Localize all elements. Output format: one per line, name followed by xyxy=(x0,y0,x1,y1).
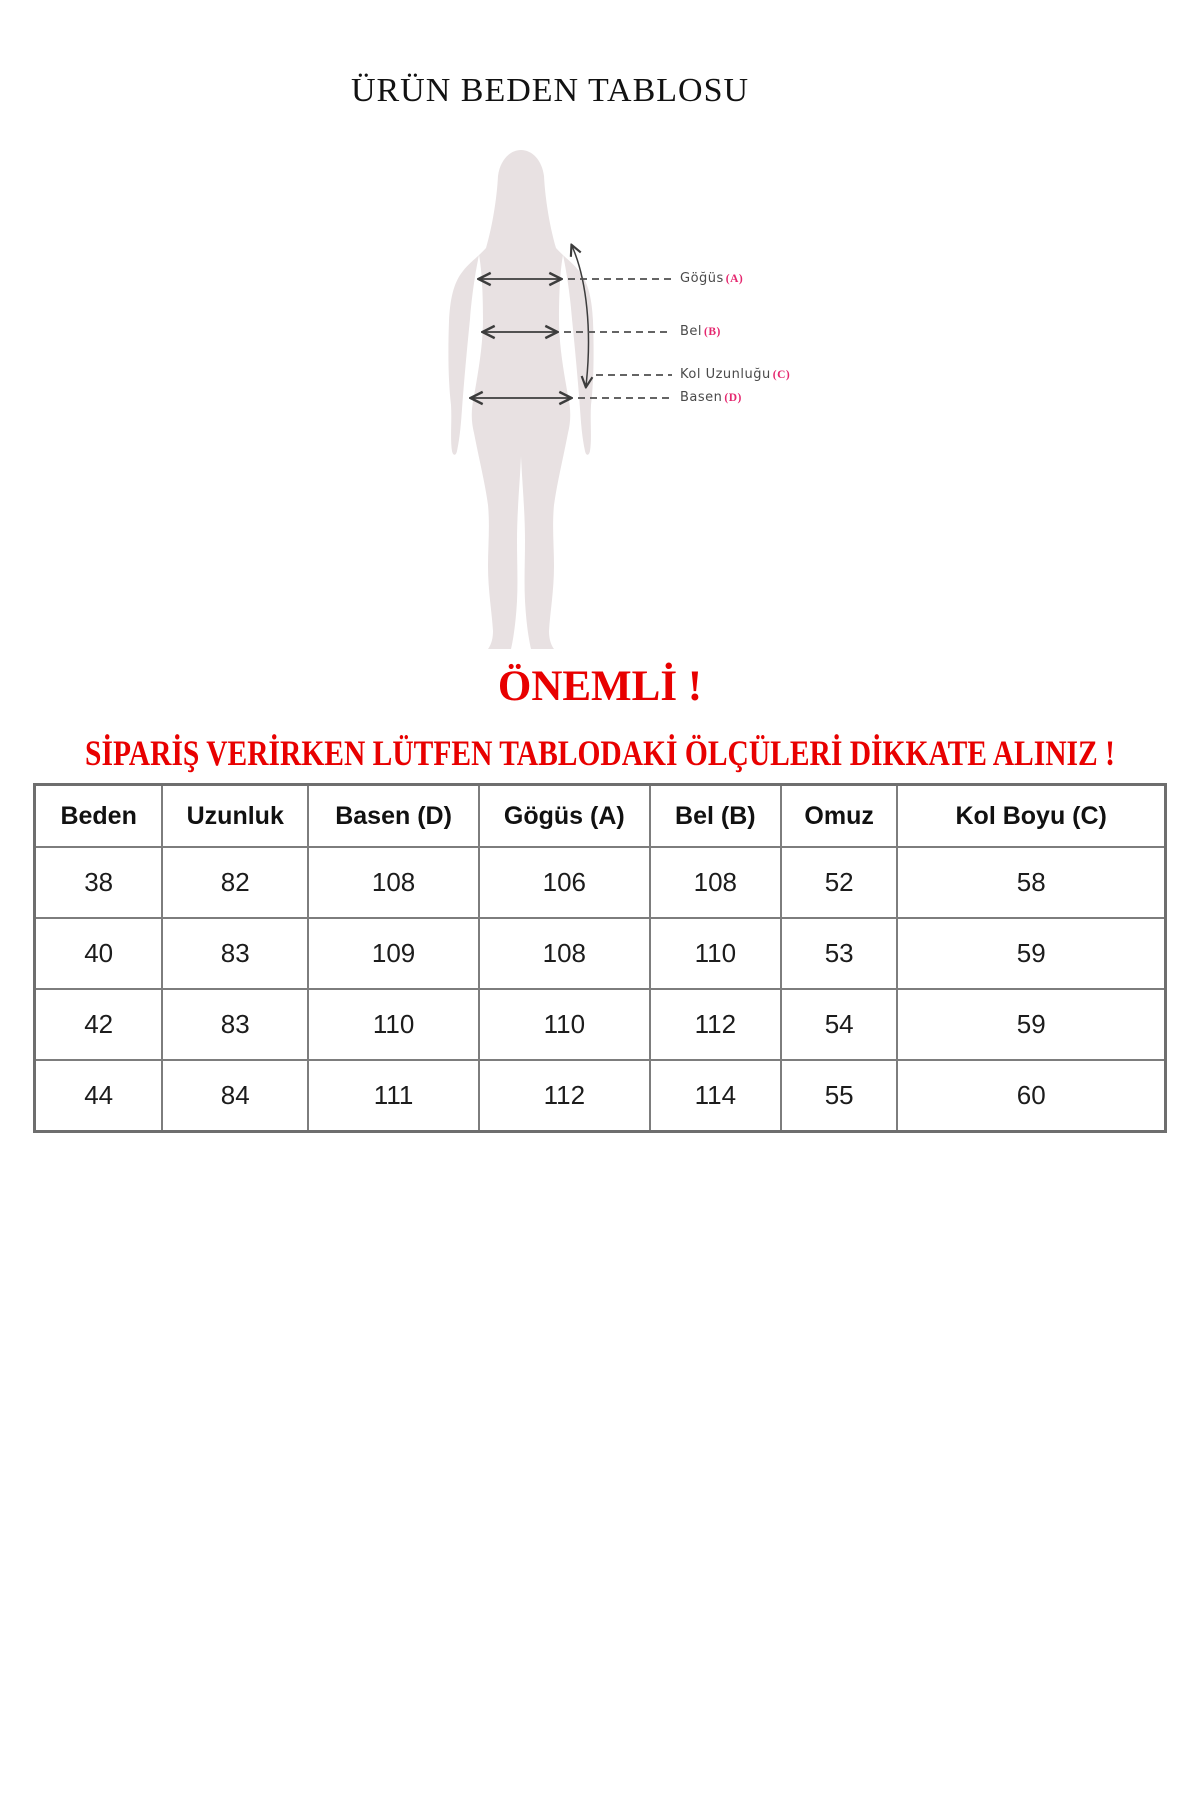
table-cell: 83 xyxy=(162,989,308,1060)
table-cell: 84 xyxy=(162,1060,308,1132)
table-cell: 40 xyxy=(35,918,163,989)
chest-measure-name: Göğüs xyxy=(680,271,724,286)
hip-measure-letter: (D) xyxy=(724,392,742,404)
column-header-basen: Basen (D) xyxy=(308,785,479,848)
chest-measure-letter: (A) xyxy=(725,273,744,285)
column-header-uzunluk: Uzunluk xyxy=(162,785,308,848)
table-cell: 110 xyxy=(650,918,781,989)
table-cell: 108 xyxy=(650,847,781,918)
column-header-omuz: Omuz xyxy=(781,785,897,848)
size-table-row-42 xyxy=(35,989,1166,1060)
table-cell: 110 xyxy=(479,989,650,1060)
table-cell: 53 xyxy=(781,918,897,989)
table-cell: 106 xyxy=(479,847,650,918)
waist-measure-letter: (B) xyxy=(704,326,721,338)
size-table xyxy=(33,783,1167,1133)
table-cell: 108 xyxy=(308,847,479,918)
column-header-beden: Beden xyxy=(35,785,163,848)
table-cell: 110 xyxy=(308,989,479,1060)
arm-length-measure-label xyxy=(680,366,790,384)
table-cell: 58 xyxy=(897,847,1165,918)
page-title: ÜRÜN BEDEN TABLOSU xyxy=(350,72,750,109)
table-cell: 52 xyxy=(781,847,897,918)
table-cell: 38 xyxy=(35,847,163,918)
table-cell: 108 xyxy=(479,918,650,989)
arm-length-measure-name: Kol Uzunluğu xyxy=(680,367,771,382)
size-table-header-row xyxy=(35,785,1166,848)
size-table-row-44 xyxy=(35,1060,1166,1132)
hip-measure-name: Basen xyxy=(680,390,723,405)
table-cell: 112 xyxy=(479,1060,650,1132)
important-heading: ÖNEMLİ ! xyxy=(497,663,703,710)
table-cell: 42 xyxy=(35,989,163,1060)
female-body-silhouette xyxy=(448,150,593,649)
table-cell: 111 xyxy=(308,1060,479,1132)
waist-measure-label xyxy=(680,323,721,341)
important-subtitle: SİPARİŞ VERİRKEN LÜTFEN TABLODAKİ ÖLÇÜLERİ DİKKATE ALINIZ ! xyxy=(85,733,1115,773)
table-cell: 59 xyxy=(897,989,1165,1060)
table-cell: 83 xyxy=(162,918,308,989)
size-table-row-40 xyxy=(35,918,1166,989)
arm-length-measure-letter: (C) xyxy=(772,369,791,381)
chest-measure-label xyxy=(680,270,743,288)
waist-measure-name: Bel xyxy=(680,324,703,339)
hip-measure-label xyxy=(680,389,742,407)
column-header-gogus: Gögüs (A) xyxy=(479,785,650,848)
column-header-bel: Bel (B) xyxy=(650,785,781,848)
column-header-kol-boyu: Kol Boyu (C) xyxy=(897,785,1165,848)
table-cell: 82 xyxy=(162,847,308,918)
table-cell: 55 xyxy=(781,1060,897,1132)
table-cell: 54 xyxy=(781,989,897,1060)
table-cell: 60 xyxy=(897,1060,1165,1132)
table-cell: 44 xyxy=(35,1060,163,1132)
table-cell: 109 xyxy=(308,918,479,989)
table-cell: 114 xyxy=(650,1060,781,1132)
body-measurement-diagram xyxy=(420,140,680,660)
table-cell: 59 xyxy=(897,918,1165,989)
table-cell: 112 xyxy=(650,989,781,1060)
size-table-row-38 xyxy=(35,847,1166,918)
